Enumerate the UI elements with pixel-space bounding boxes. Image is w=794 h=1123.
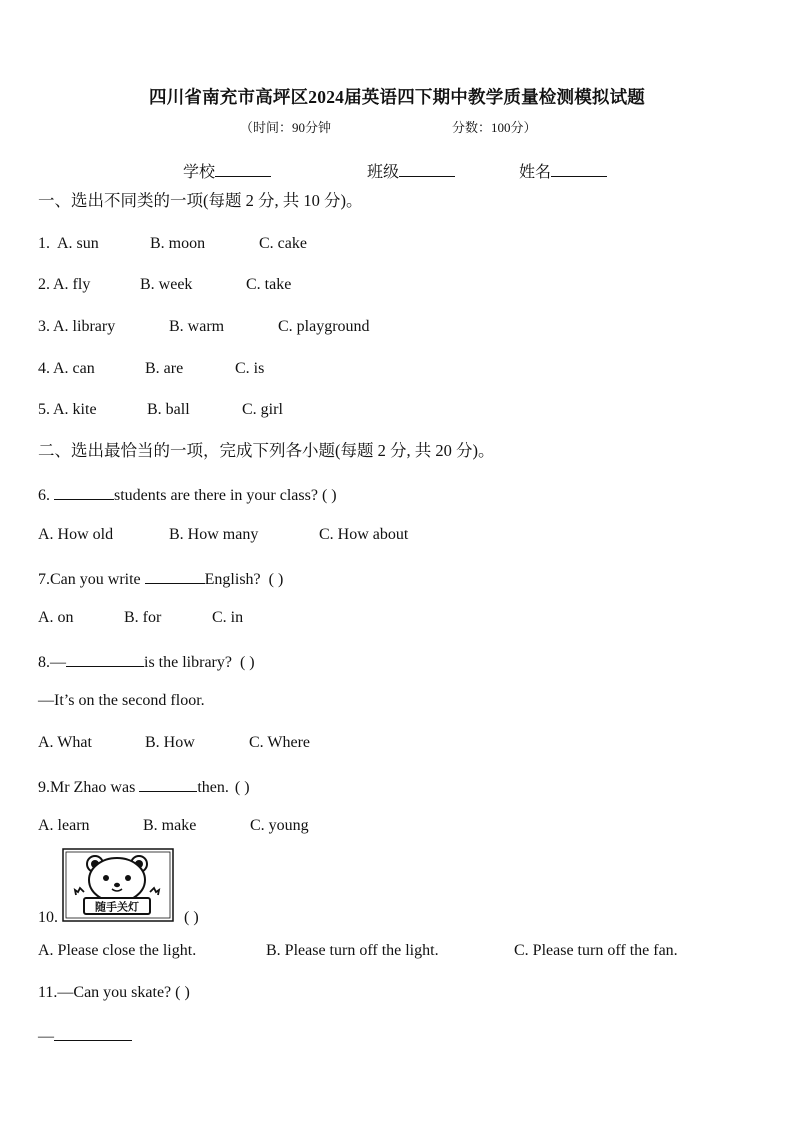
question-2 <box>38 275 292 295</box>
q2-option-a[interactable]: A. fly <box>53 276 91 293</box>
q9-options <box>38 816 309 836</box>
q9-text-pre: 9.Mr Zhao was <box>38 779 140 796</box>
q10-option-a[interactable]: A. Please close the light. <box>38 942 197 959</box>
q6-text: students are there in your class? <box>114 487 318 504</box>
question-5 <box>38 400 283 420</box>
question-4 <box>38 359 265 379</box>
q6-options <box>38 525 409 545</box>
turn-off-light-sign-image <box>62 848 174 922</box>
q6-number: 6. <box>38 487 54 504</box>
school-label: 学校 <box>183 164 216 181</box>
q6-blank[interactable] <box>54 483 114 500</box>
q5-number: 5. <box>38 401 50 418</box>
q5-option-b[interactable]: B. ball <box>147 401 190 418</box>
q7-option-c[interactable]: C. in <box>212 609 244 626</box>
q7-text-post: English? <box>204 571 261 588</box>
q4-option-c[interactable]: C. is <box>235 360 265 377</box>
q9-option-c[interactable]: C. young <box>250 817 309 834</box>
name-label: 姓名 <box>519 164 552 181</box>
q1-number: 1. <box>38 235 50 252</box>
school-field <box>183 160 271 183</box>
question-3 <box>38 317 370 337</box>
score-info: 分数：100分） <box>452 120 537 135</box>
q5-option-c[interactable]: C. girl <box>242 401 283 418</box>
q7-options <box>38 608 244 628</box>
q4-option-a[interactable]: A. can <box>53 360 95 377</box>
q8-dialog-answer: —It’s on the second floor. <box>38 692 205 709</box>
school-blank[interactable] <box>215 160 271 177</box>
q10-option-c[interactable]: C. Please turn off the fan. <box>514 942 678 959</box>
q3-option-c[interactable]: C. playground <box>278 318 370 335</box>
question-6 <box>38 483 337 506</box>
q7-blank[interactable] <box>145 567 205 584</box>
q8-answer-paren[interactable]: ( ) <box>239 654 255 671</box>
q1-option-a[interactable]: A. sun <box>57 235 99 252</box>
q8-text-post: is the library? <box>144 654 232 671</box>
question-8 <box>38 650 255 673</box>
q10-option-b[interactable]: B. Please turn off the light. <box>266 942 439 959</box>
q9-answer-paren[interactable]: ( ) <box>234 779 250 796</box>
q8-blank[interactable] <box>66 650 144 667</box>
q6-answer-paren[interactable]: ( ) <box>321 487 337 504</box>
question-7 <box>38 567 283 590</box>
q11-answer-prefix: — <box>38 1028 54 1045</box>
sign-text: 随手关灯 <box>95 900 139 914</box>
q11-blank[interactable] <box>54 1024 132 1041</box>
q2-option-c[interactable]: C. take <box>246 276 292 293</box>
q1-option-c[interactable]: C. cake <box>259 235 307 252</box>
q3-option-a[interactable]: A. library <box>53 318 116 335</box>
class-blank[interactable] <box>399 160 455 177</box>
section1-heading: 一、选出不同类的一项(每题 2 分, 共 10 分)。 <box>38 191 363 210</box>
q6-option-c[interactable]: C. How about <box>319 526 409 543</box>
section2-heading: 二、选出最恰当的一项，完成下列各小题(每题 2 分, 共 20 分)。 <box>38 441 495 460</box>
name-blank[interactable] <box>551 160 607 177</box>
time-info: （时间：90分钟 <box>240 120 332 135</box>
q8-option-c[interactable]: C. Where <box>249 734 311 751</box>
page-title: 四川省南充市高坪区2024届英语四下期中教学质量检测模拟试题 <box>149 87 645 107</box>
q6-option-a[interactable]: A. How old <box>38 526 114 543</box>
q8-option-b[interactable]: B. How <box>145 734 195 751</box>
q11-text: 11.—Can you skate? <box>38 984 172 1001</box>
q11-answer-paren[interactable]: ( ) <box>175 984 190 1001</box>
q5-option-a[interactable]: A. kite <box>53 401 97 418</box>
bear-sign-icon <box>62 848 174 922</box>
name-field <box>519 160 607 183</box>
q2-option-b[interactable]: B. week <box>140 276 193 293</box>
q10-answer-paren[interactable]: ( ) <box>184 909 199 926</box>
question-11 <box>38 983 190 1003</box>
q9-option-b[interactable]: B. make <box>143 817 197 834</box>
q1-option-b[interactable]: B. moon <box>150 235 206 252</box>
q7-answer-paren[interactable]: ( ) <box>268 571 284 588</box>
q9-blank[interactable] <box>139 775 197 792</box>
q7-option-b[interactable]: B. for <box>124 609 162 626</box>
q9-text-post: then. <box>197 779 229 796</box>
q3-number: 3. <box>38 318 50 335</box>
q7-text-pre: 7.Can you write <box>38 571 145 588</box>
q9-option-a[interactable]: A. learn <box>38 817 90 834</box>
q11-dialog-answer <box>38 1024 132 1047</box>
q8-options <box>38 733 311 753</box>
q7-option-a[interactable]: A. on <box>38 609 74 626</box>
q10-options <box>38 941 678 961</box>
q6-option-b[interactable]: B. How many <box>169 526 259 543</box>
q2-number: 2. <box>38 276 50 293</box>
q3-option-b[interactable]: B. warm <box>169 318 225 335</box>
q8-option-a[interactable]: A. What <box>38 734 92 751</box>
q10-number: 10. <box>38 909 58 926</box>
class-field <box>367 160 455 183</box>
q4-number: 4. <box>38 360 50 377</box>
question-1 <box>38 234 307 254</box>
class-label: 班级 <box>367 164 400 181</box>
q4-option-b[interactable]: B. are <box>145 360 184 377</box>
q8-text-pre: 8.— <box>38 654 66 671</box>
question-9 <box>38 775 250 798</box>
